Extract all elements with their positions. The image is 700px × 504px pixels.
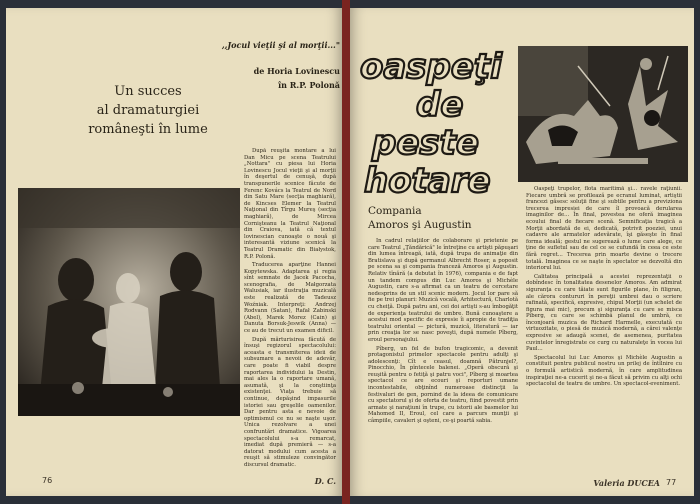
right-page-number: 77 <box>666 478 677 487</box>
epigraph-title: ,,Jocul vieţii şi al morţii..." <box>221 40 340 50</box>
left-article-credits: Traducerea aparţine Hannei Kopytewska. Adaptarea şi regia sînt semnate de Jacek Pacocha, scenografia, de Małgorzata Walusiak, iar ilustraţia muzicală este realizată de Tadeusz Woźniak. Interpreţi: Andrzej Rodvann (Satan), Rafał Zabinski (Abel), Marek Morez (Cain) şi Danuta Borsuk-Jeswik (Anna) — ce au de trecut un examen dificil. <box>244 262 336 335</box>
epigraph-place: în R.P. Polonă <box>278 80 340 90</box>
headline-line-2: al dramaturgiei <box>96 103 200 118</box>
right-col2-para-3: Spectacolul lui Luc Amoros şi Michèle Augustin a constituit pentru publicul nostru un prilej de întîlnire cu o formulă artistică modernă, în care amplitudinea inspiraţiei ne-a cucerit şi ne-a făcut să privim cu alţi ochi spectacolul de teatru de umbre. Un spectacol-eveniment. <box>526 354 682 388</box>
title-word-3: peste <box>372 123 479 163</box>
title-word-4: hotare <box>364 161 491 200</box>
right-article-column-1 <box>368 238 518 482</box>
right-page <box>350 8 694 496</box>
right-col1-para-1: În cadrul relaţiilor de colaborare şi prietenie pe care Teatrul „Ţăndărică" le întreţine cu artişti păpuşari din lumea întreagă, iată, după trupa de animaţie din Bratislava şi după germanul Albrecht Roser, a poposit pe scena sa şi compania franceză Amoros şi Augustin. Relativ tînără (a debutat în 1976), compania e de fapt un tandem compus din Luc Amoros şi Michèle Augustin, care s-a afirmat ca un teatru de cercetare nedesprins de un stil scenic modern. Jocul lor pare să fie pe trei planuri: Muzică vocală, Arhitectură, Charlotă cu cheiţă. După patru ani, cei doi artişti s-au îmbogăţit de experienţa teatrului de umbre. Bună cunoaştere a acestui mod specific de expresie îi apropie de tradiţia teatrului oriental — pictură, muzică, literatură — iar prin creaţia lor se nasc poveşti, după numele Pîberg, eroul personajului. <box>368 238 518 343</box>
right-col2-para-2: Calitatea principală a acestei reprezentaţii o dobîndesc în tonalitatea desenelor Amoros. Am admirat siguranţa cu care tăiate sunt figurile plane, în filigran, ale cărora contururi în pereţii umbrei dau o scriere rafinată, specifică, expresive, chipul Morţii (un schelet de figura mai mic), precum şi siguranţa cu care se misca Pîberg, cu care se schimbă planul de umbră, ce înconjoară muzica de Richard Harmelle, executată cu virtuozitate, o piesă de muzică modernă, a cărei valenţe expresive se adaugă scenei, de asemenea, puritatea cuvintelor înregistrate ce curg cu naturaleţe în vocea lui Paul... <box>526 273 682 353</box>
right-col1-para-2: Pîberg, un fel de bufon tragicomic, a devenit protagonistul primelor spectacole pentru adulţi şi adolescenţi: Cît e ceasul, doamnă Pătrunjel?, Pinocchio, În pîntecele balenei. „Operă obscură şi reuşită pentru o fetiţă şi patru voci", Pîberg şi moartea spectacol ce are ecouri şi reporturi umane incontestabile, obţinînd numeroase distincţii la festivaluri de gen, pornind de la ideea de comunicare cu spectatorul şi de oferta de teatru, fiind povestit prin armate şi naraţiuni în trupe, cu istorii ale basmelor lui Mahomed II, Eroul, cel care a parcurs munţii şi câmpiile, cavaleri şi oşteni, ce-şi poartă sabia. <box>368 345 518 425</box>
subtitle <box>368 204 518 232</box>
stage-photo-image <box>18 188 240 416</box>
right-col2-para-1: Oaspeţi trupelor, flota maritimă şi... ravele raţiunii. Fiecare umbră se profilează pe ecranul luminat, artiştii francezi găsesc soluţii fine şi subtile pentru a previziona trecerea impresiei de care îl provoacă derularea imaginilor de... În final, povestea ne oferă imaginea ecoului final de fiecare scenă. Semnificaţia tragică a Morţii abordată de ei, dedicată, potrivit poeziei, unui cadavre ale armatelor adevărate, îşi găseşte în final forma ideală; gestul ne sugerează o lume care alege, ce ţine de sufletul sau de cel ce se cufundă în ceea ce este fără regret... Trecerea prin moarte devine o trecere totală. Imaginea ce se naşte în spectator se dezvoltă din interiorul lui. <box>526 186 682 272</box>
title-word-2: de <box>416 85 464 125</box>
headline-line-3: româneşti în lume <box>88 122 208 137</box>
subtitle-line-2: Amoros şi Augustin <box>368 219 472 231</box>
left-signature: D. C. <box>314 476 336 486</box>
left-article-body: După mărturisirea făcută de însuşi regizorul spectacolului: aceasta e transmiterea ideii de subsumare a nevoii de adevăr, care poate fi viabil despre raportarea individului la Destin, mai ales la o raportare umană, asumată, şi la conştiinţa existenţei. Viaţa trebuie să continue, depăşind impasurile istoriei sau greşelile oamenilor. Dar pentru asta e nevoie de optimismul ce nu se naşte uşor. Unica rezolvare a unei confruntări dramatice. Vigoarea spectacolului s-a remarcat, imediat după premieră — s-a datorat modului cum acesta a reuşit să stimuleze convingător discursul dramatic. <box>244 336 336 468</box>
left-page-number: 76 <box>42 476 53 485</box>
spine <box>342 0 350 504</box>
headline-line-1: Un succes <box>114 84 182 99</box>
puppet-photo <box>518 46 688 182</box>
stage-photo <box>18 188 240 416</box>
subtitle-line-1: Compania <box>368 205 422 217</box>
epigraph-author: de Horia Lovinescu <box>253 66 340 76</box>
left-article-intro: După reuşita montare a lui Dan Micu pe scena Teatrului „Nottara" cu piesa lui Horia Lovinescu Jocul vieţii şi al morţii în deşertul de cenuşă, după transpunerile scenice făcute de Ferenc Kovács la Teatrul de Nord din Satu Mare (secţia maghiară), de Kincses Elemer la Teatrul Naţional din Tîrgu Mureş (secţia maghiară), de Mircea Cornişteanu la Teatrul Naţional din Craiova, iată că textul lovinescian cunoaşte o nouă şi interesantă viziune scenică la Teatrul Dramatic din Białystok, R.P. Polonă. <box>244 148 336 260</box>
display-title <box>356 44 518 200</box>
left-page <box>6 8 342 496</box>
left-article-column <box>244 148 336 474</box>
puppet-photo-image <box>518 46 688 182</box>
title-word-1: oaspeţi <box>360 47 502 87</box>
right-article-column-2 <box>526 186 682 476</box>
right-signature: Valeria DUCEA <box>593 478 660 488</box>
headline <box>78 82 218 139</box>
